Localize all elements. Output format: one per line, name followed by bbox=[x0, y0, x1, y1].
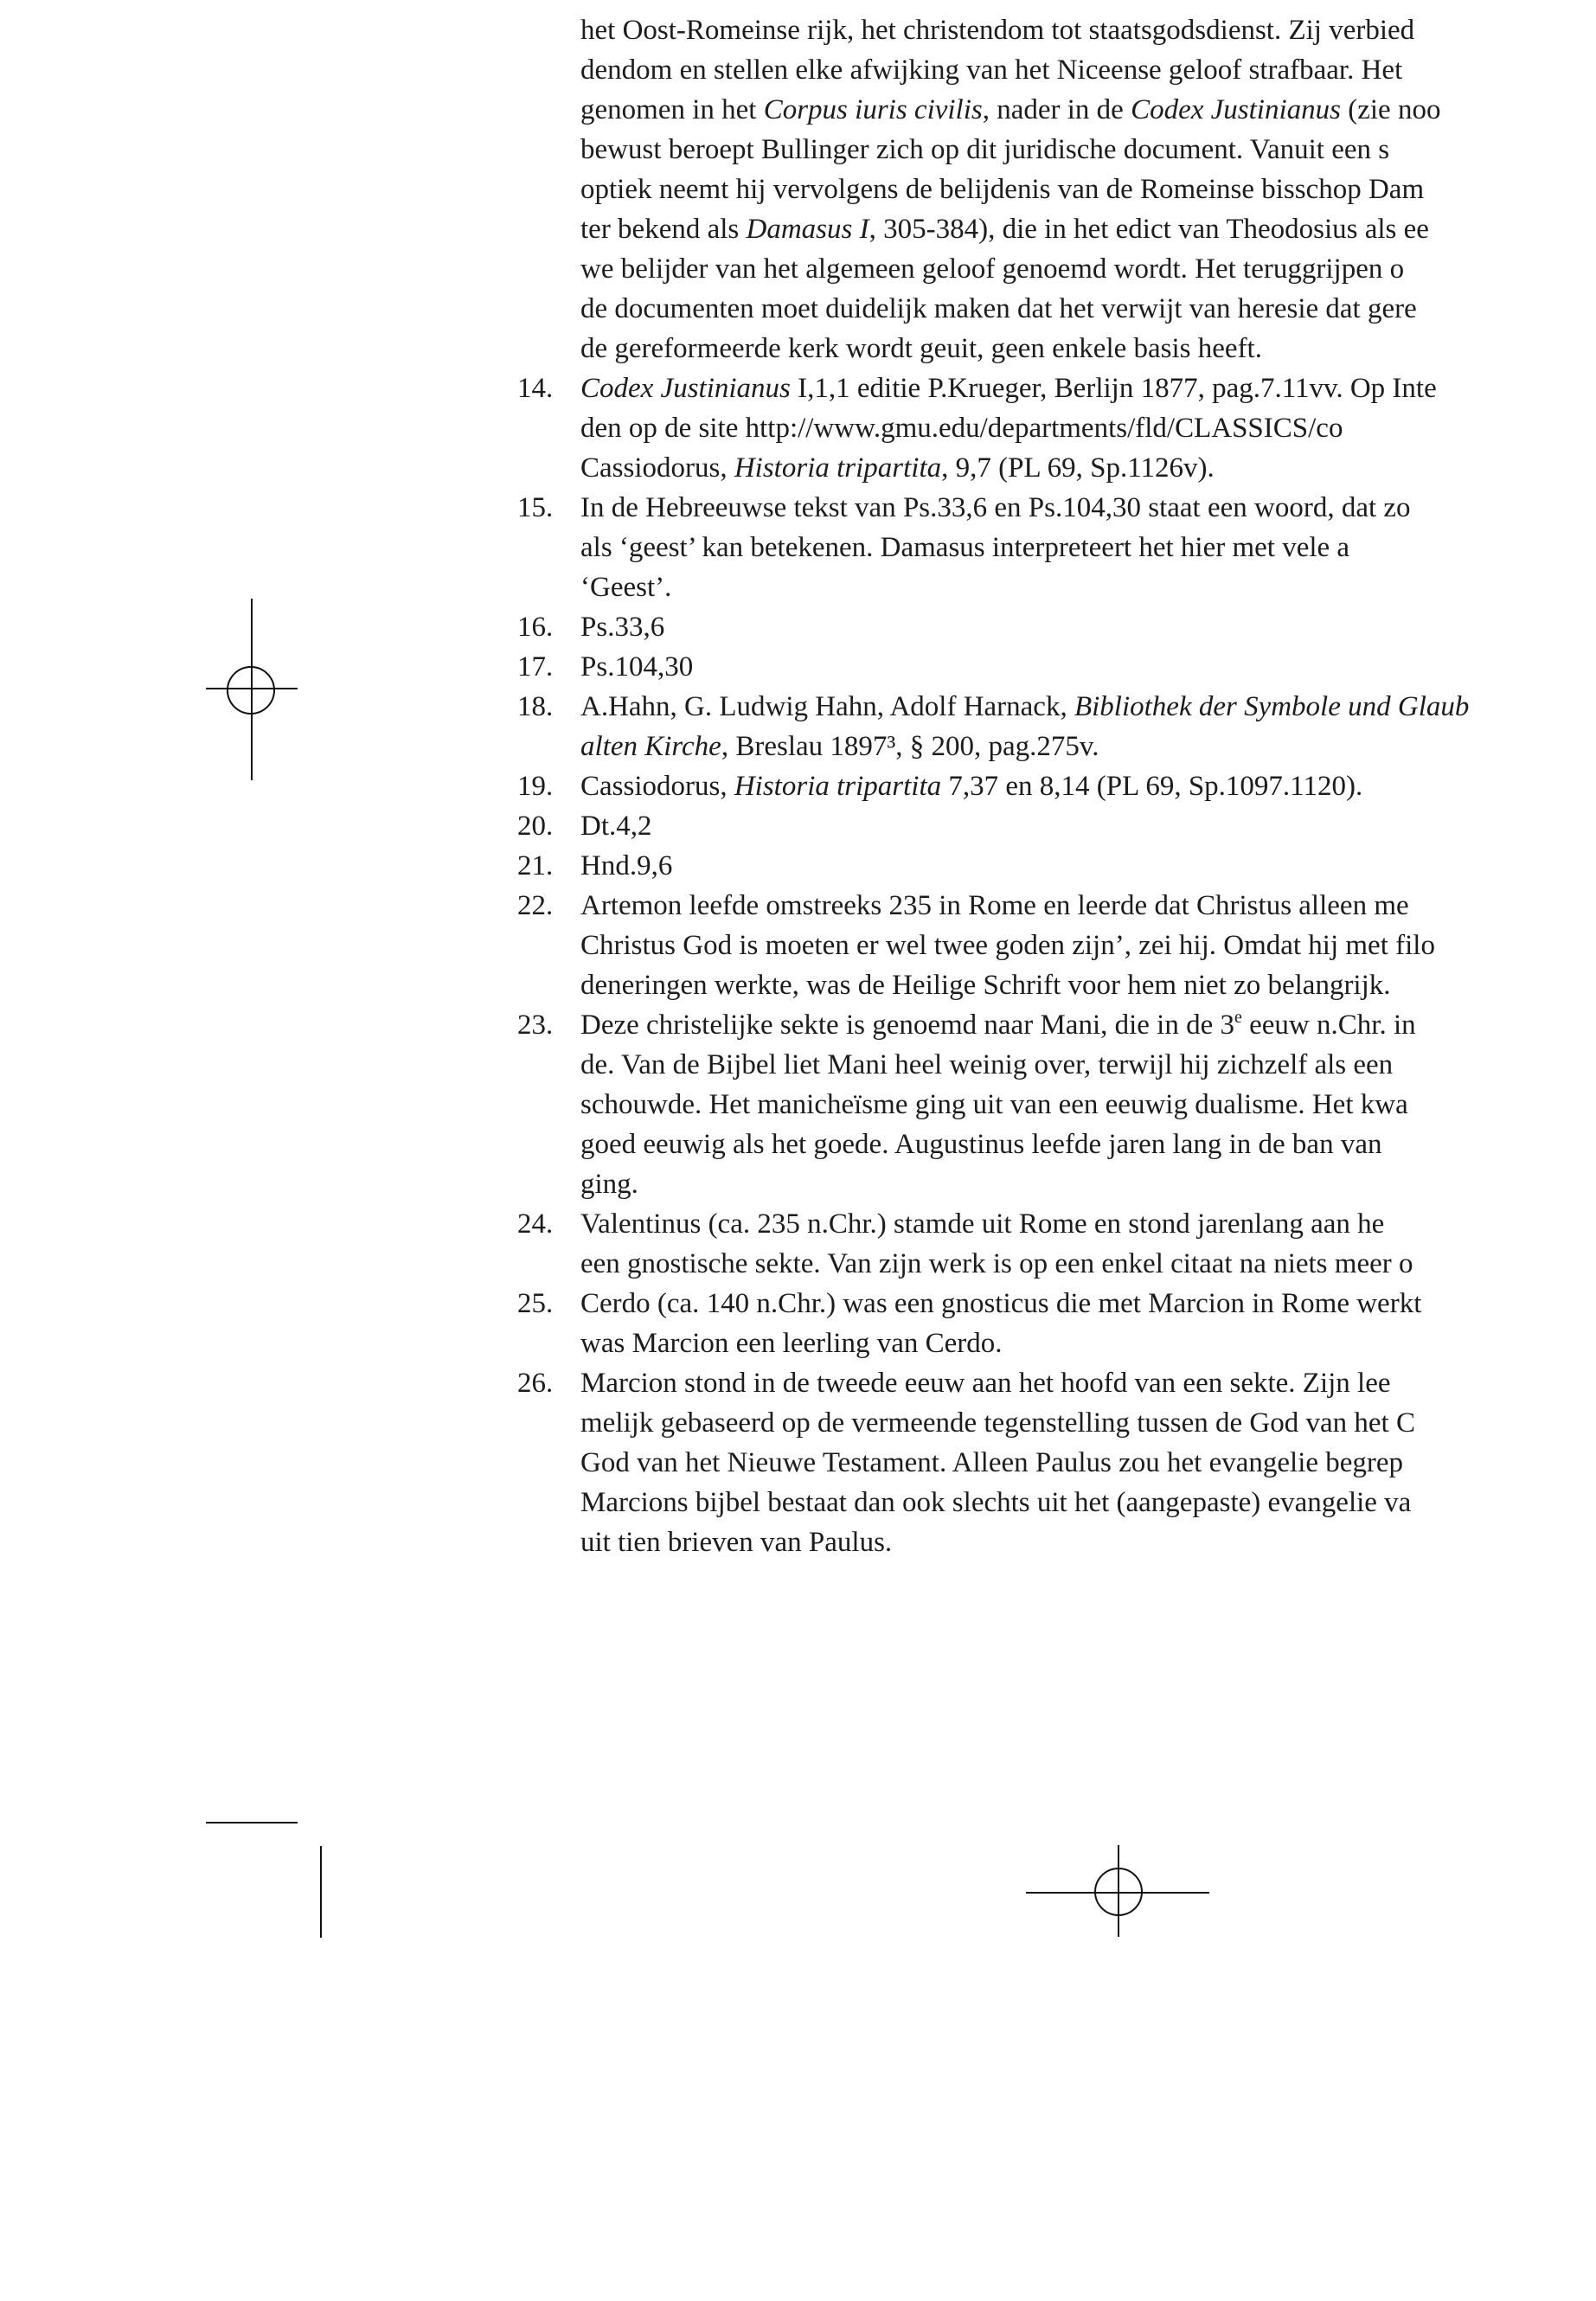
footnote-line: A.Hahn, G. Ludwig Hahn, Adolf Harnack, Bibliothek der Symbole und Glaub bbox=[580, 691, 1470, 722]
footnote-line: In de Hebreeuwse tekst van Ps.33,6 en Ps.104,30 staat een woord, dat zo bbox=[580, 492, 1411, 523]
footnote-number: 26. bbox=[517, 1368, 554, 1399]
footnote-number: 16. bbox=[517, 612, 554, 643]
text-line: genomen in het Corpus iuris civilis, nader in de Codex Justinianus (zie noo bbox=[580, 94, 1441, 125]
footnote-line: Marcion stond in de tweede eeuw aan het hoofd van een sekte. Zijn lee bbox=[580, 1368, 1391, 1399]
footnote-line: Dt.4,2 bbox=[580, 811, 652, 842]
footnote-number: 18. bbox=[517, 691, 554, 722]
footnotes-text-block-continued bbox=[509, 1049, 1596, 1955]
footnote-line: Valentinus (ca. 235 n.Chr.) stamde uit Rome en stond jarenlang aan he bbox=[580, 1208, 1385, 1240]
footnote-line: Codex Justinianus I,1,1 editie P.Krueger, Berlijn 1877, pag.7.11vv. Op Inte bbox=[580, 373, 1437, 404]
text-line: de gereformeerde kerk wordt geuit, geen enkele basis heeft. bbox=[580, 333, 1262, 364]
footnote-line: Hnd.9,6 bbox=[580, 850, 673, 881]
footnote-number: 20. bbox=[517, 811, 554, 842]
footnote-number: 22. bbox=[517, 890, 554, 921]
footnote-line: schouwde. Het manicheïsme ging uit van een eeuwig dualisme. Het kwa bbox=[580, 1089, 1408, 1120]
footnote-line: een gnostische sekte. Van zijn werk is op een enkel citaat na niets meer o bbox=[580, 1248, 1413, 1279]
footnote-line: God van het Nieuwe Testament. Alleen Paulus zou het evangelie begrep bbox=[580, 1447, 1404, 1478]
text-line: ter bekend als Damasus I, 305-384), die in het edict van Theodosius als ee bbox=[580, 214, 1429, 245]
footnote-line: Cassiodorus, Historia tripartita 7,37 en 8,14 (PL 69, Sp.1097.1120). bbox=[580, 771, 1363, 802]
footnote-number: 15. bbox=[517, 492, 554, 523]
text-line: optiek neemt hij vervolgens de belijdenis van de Romeinse bisschop Dam bbox=[580, 174, 1425, 205]
footnote-line: ‘Geest’. bbox=[580, 572, 672, 603]
footnote-number: 17. bbox=[517, 651, 554, 683]
footnote-line: alten Kirche, Breslau 1897³, § 200, pag.275v. bbox=[580, 731, 1099, 762]
text-line: we belijder van het algemeen geloof genoemd wordt. Het teruggrijpen o bbox=[580, 253, 1405, 285]
footnote-number: 23. bbox=[517, 1009, 554, 1041]
footnote-line: Ps.33,6 bbox=[580, 612, 665, 643]
text-line: de documenten moet duidelijk maken dat het verwijt van heresie dat gere bbox=[580, 293, 1417, 324]
footnote-line: Christus God is moeten er wel twee goden zijn’, zei hij. Omdat hij met filo bbox=[580, 930, 1435, 961]
footnote-number: 24. bbox=[517, 1208, 554, 1240]
text-line: het Oost-Romeinse rijk, het christendom tot staatsgodsdienst. Zij verbied bbox=[580, 15, 1415, 46]
text-line: bewust beroept Bullinger zich op dit juridische document. Vanuit een s bbox=[580, 134, 1390, 165]
footnote-line: Ps.104,30 bbox=[580, 651, 694, 683]
footnote-line: ging. bbox=[580, 1169, 638, 1200]
footnote-line: als ‘geest’ kan betekenen. Damasus interpreteert het hier met vele a bbox=[580, 532, 1350, 563]
footnote-line: was Marcion een leerling van Cerdo. bbox=[580, 1328, 1003, 1359]
footnote-number: 25. bbox=[517, 1288, 554, 1319]
footnote-line: Marcions bijbel bestaat dan ook slechts uit het (aangepaste) evangelie va bbox=[580, 1487, 1412, 1518]
text-line: dendom en stellen elke afwijking van het Niceense geloof strafbaar. Het bbox=[580, 54, 1403, 86]
footnote-line: Deze christelijke sekte is genoemd naar Mani, die in de 3e eeuw n.Chr. in bbox=[580, 1008, 1416, 1041]
footnote-line: den op de site http://www.gmu.edu/departments/fld/CLASSICS/co bbox=[580, 413, 1343, 444]
footnote-line: uit tien brieven van Paulus. bbox=[580, 1527, 893, 1558]
footnote-line: melijk gebaseerd op de vermeende tegenstelling tussen de God van het C bbox=[580, 1407, 1415, 1439]
footnote-line: de. Van de Bijbel liet Mani heel weinig over, terwijl hij zichzelf als een bbox=[580, 1049, 1394, 1080]
footnote-line: Artemon leefde omstreeks 235 in Rome en leerde dat Christus alleen me bbox=[580, 890, 1409, 921]
footnote-number: 19. bbox=[517, 771, 554, 802]
footnote-line: Cerdo (ca. 140 n.Chr.) was een gnosticus die met Marcion in Rome werkt bbox=[580, 1288, 1422, 1319]
footnotes-text-block bbox=[509, 0, 1596, 1073]
footnote-number: 14. bbox=[517, 373, 554, 404]
footnote-line: deneringen werkte, was de Heilige Schrift voor hem niet zo belangrijk. bbox=[580, 970, 1391, 1001]
footnote-line: goed eeuwig als het goede. Augustinus leefde jaren lang in de ban van bbox=[580, 1129, 1382, 1160]
footnote-line: Cassiodorus, Historia tripartita, 9,7 (PL 69, Sp.1126v). bbox=[580, 452, 1215, 484]
footnote-number: 21. bbox=[517, 850, 554, 881]
